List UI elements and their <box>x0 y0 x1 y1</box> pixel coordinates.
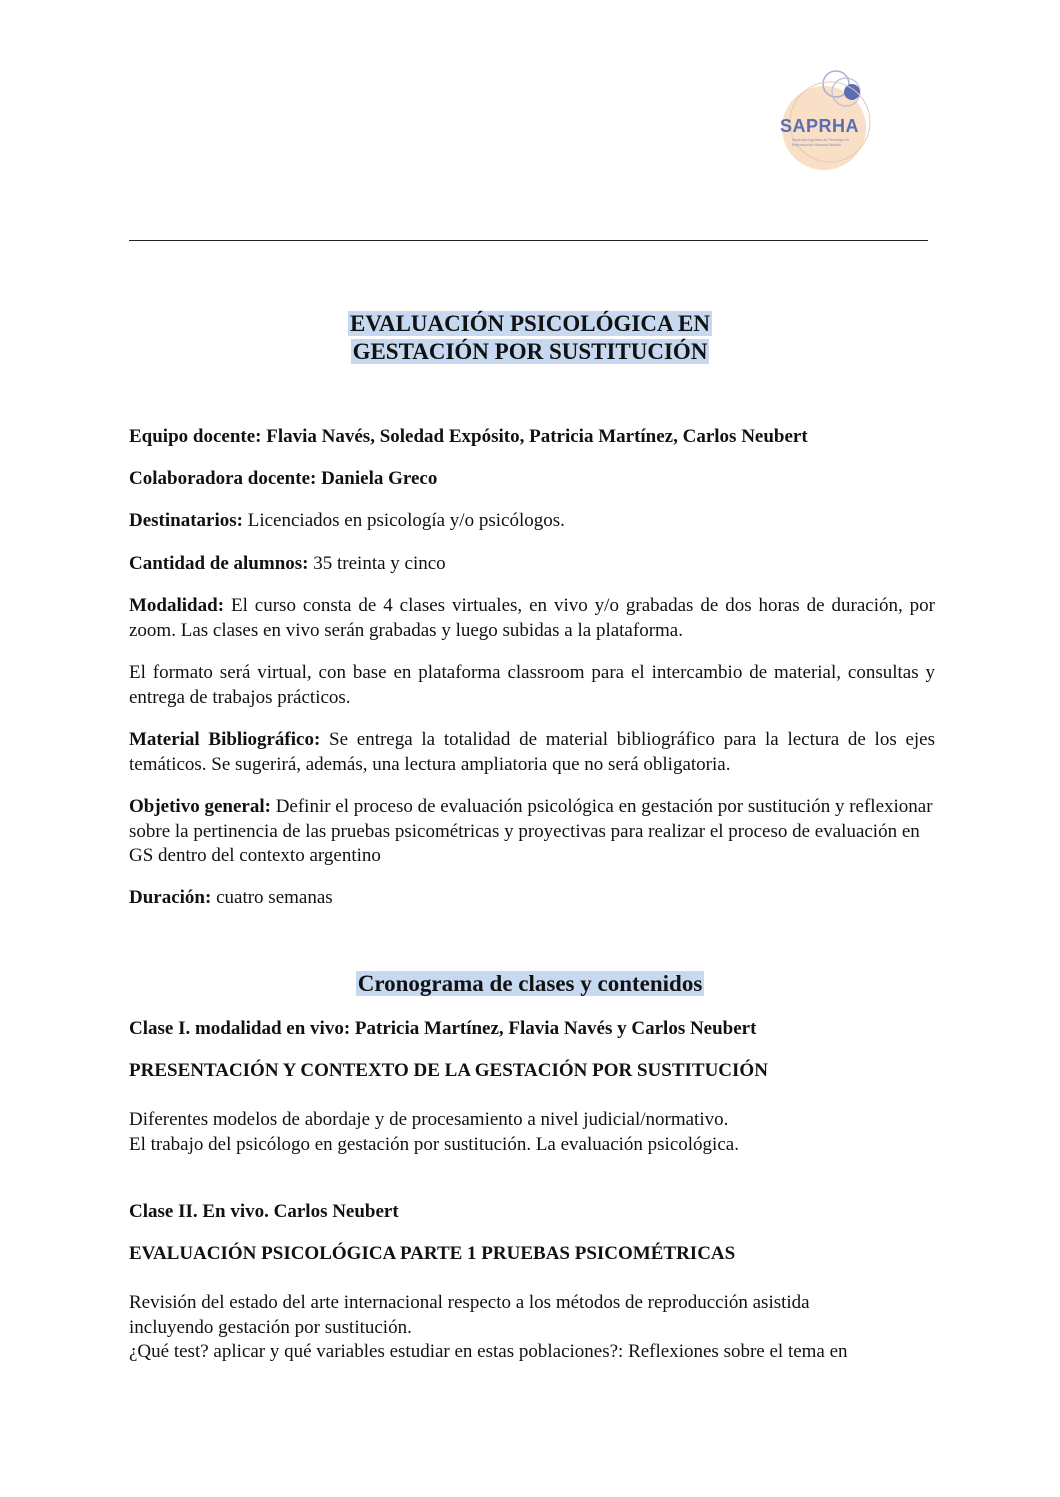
clase-2-line-3: ¿Qué test? aplicar y qué variables estudiar en estas poblaciones?: Reflexiones sobre el tema en <box>129 1341 848 1362</box>
formato: El formato será virtual, con base en plataforma classroom para el intercambio de material, consultas y entrega de trabajos prácticos. <box>129 662 935 708</box>
title-line-1: EVALUACIÓN PSICOLÓGICA EN <box>350 311 710 336</box>
cantidad-text: 35 treinta y cinco <box>308 553 446 574</box>
modalidad <box>129 594 935 643</box>
destinatarios <box>129 509 935 534</box>
duracion-label: Duración: <box>129 887 212 908</box>
material-bibliografico <box>129 728 935 777</box>
clase-1-line-2: El trabajo del psicólogo en gestación por sustitución. La evaluación psicológica. <box>129 1133 739 1155</box>
clase-1-header: Clase I. modalidad en vivo: Patricia Martínez, Flavia Navés y Carlos Neubert <box>129 1018 757 1039</box>
logo-name: SAPRHA <box>780 116 860 136</box>
material-label: Material Bibliográfico: <box>129 729 321 750</box>
document-title <box>0 310 1060 366</box>
clase-1-line-1: Diferentes modelos de abordaje y de procesamiento a nivel judicial/normativo. <box>129 1109 729 1130</box>
clase-2-topic: EVALUACIÓN PSICOLÓGICA PARTE 1 PRUEBAS PSICOMÉTRICAS <box>129 1243 736 1264</box>
cronograma-heading <box>0 969 1060 999</box>
cantidad-alumnos <box>129 552 935 577</box>
objetivo-text: Definir el proceso de evaluación psicológica en gestación por sustitución y reflexionar sobre la pertinencia de las pruebas psicométricas y proyectivas para realizar el proceso de evaluación en GS dentro del contexto argentino <box>129 796 933 866</box>
clase-2-line-2: incluyendo gestación por sustitución. <box>129 1316 412 1338</box>
clase-2-line-1: Revisión del estado del arte internacional respecto a los métodos de reproducción asistida <box>129 1292 810 1313</box>
title-line-2: GESTACIÓN POR SUSTITUCIÓN <box>352 339 708 364</box>
material-text: Se entrega la totalidad de material bibliográfico para la lectura de los ejes temáticos. Se sugerirá, además, una lectura ampliatoria que no será obligatoria. <box>129 729 935 775</box>
destinatarios-text: Licenciados en psicología y/o psicólogos. <box>242 510 565 531</box>
clase-1-content <box>129 1108 935 1157</box>
cronograma-heading-text: Cronograma de clases y contenidos <box>357 971 703 996</box>
destinatarios-label: Destinatarios: <box>129 510 243 531</box>
duracion <box>129 886 935 911</box>
cantidad-label: Cantidad de alumnos: <box>129 553 309 574</box>
modalidad-text: El curso consta de 4 clases virtuales, en vivo y/o grabadas de dos horas de duración, por zoom. Las clases en vivo serán grabadas y luego subidas a la plataforma. <box>129 595 935 641</box>
clase-1-topic: PRESENTACIÓN Y CONTEXTO DE LA GESTACIÓN POR SUSTITUCIÓN <box>129 1060 768 1081</box>
header-rule <box>129 240 928 241</box>
saprha-logo <box>770 62 880 172</box>
objetivo-label: Objetivo general: <box>129 796 271 817</box>
logo-subtitle: Sociedad Argentina de Psicología en Reproducción Humana Asistida <box>792 138 850 147</box>
objetivo-general <box>129 795 941 869</box>
clase-2-header: Clase II. En vivo. Carlos Neubert <box>129 1201 399 1222</box>
equipo-docente: Equipo docente: Flavia Navés, Soledad Expósito, Patricia Martínez, Carlos Neubert <box>129 426 808 447</box>
modalidad-label: Modalidad: <box>129 595 225 616</box>
clase-2-content <box>129 1291 941 1365</box>
colaboradora-docente: Colaboradora docente: Daniela Greco <box>129 468 438 489</box>
duracion-text: cuatro semanas <box>211 887 333 908</box>
